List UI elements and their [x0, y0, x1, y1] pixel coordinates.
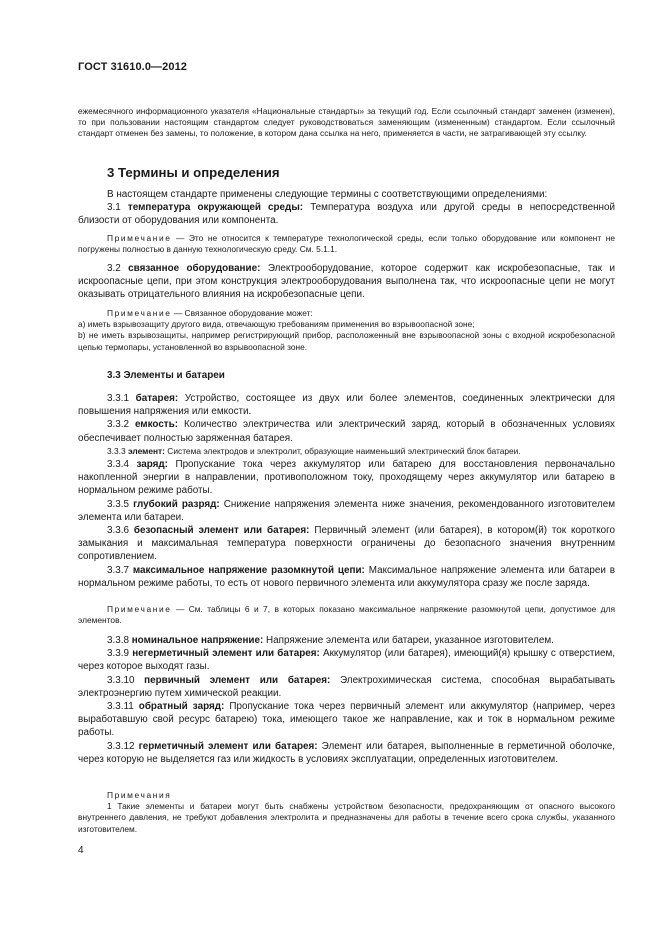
note-item-b: b) не иметь взрывозащиты, например регистрирующий прибор, расположенный вне взрывоопасной зоны с входной искробезопасной цепью термопары, установленной во взрывоопасной зоне.: [78, 330, 615, 352]
terms-3-3: [78, 392, 615, 590]
note-3-1: Примечание — Это не относится к температуре технологической среды, если только оборудование или компонент не погружены полностью в данную технологическую среду. См. 5.1.1.: [78, 233, 616, 255]
section-title: 3 Термины и определения: [107, 165, 280, 180]
section-lead: В настоящем стандарте применены следующие термины с соответствующими определениями:: [107, 189, 548, 200]
note-item-1: 1 Такие элементы и батареи могут быть снабжены устройством безопасности, предохраняющим от опасного высокого внутреннего давления, не требуют добавления электролита и предназначены для работы в течение всего срока службы, указанного изготовителем.: [78, 801, 615, 834]
term-3-3-12: 3.3.12 герметичный элемент или батарея: Элемент или батарея, выполненные в герметичной оболочке, через которую не выделяется газ или жидкость в условиях эксплуатации, определенных изготовителем.: [78, 740, 616, 765]
intro-paragraph: ежемесячного информационного указателя «Национальные стандарты» за текущий год. Если ссылочный стандарт заменен (изменен), то при пользовании настоящим стандартом следует руководствоваться заменяющим (измененным) стандартом. Если ссылочный стандарт отменен без замены, то положение, в котором дана ссылка на него, применяется в части, не затрагивающей эту ссылку.: [78, 106, 615, 139]
term-paragraph: 3.1 температура окружающей среды: Температура воздуха или другой среды в непосредственной близости от оборудования или компонента.: [78, 202, 615, 227]
term-3-3-7: 3.3.7 максимальное напряжение разомкнутой цепи: Максимальное напряжение элемента или батареи в нормальном режиме работы, то есть от нового первичного элемента или аккумулятора сразу же после заряда.: [78, 564, 616, 589]
term-3-3-1: 3.3.1 батарея: Устройство, состоящее из двух или более элементов, соединенных электрически для повышения напряжения или емкости.: [78, 393, 615, 418]
term-name: связанное оборудование:: [128, 263, 261, 274]
page-number: 4: [78, 845, 84, 856]
term-3-3-2: 3.3.2 емкость: Количество электричества или электрический заряд, который в обозначенных условиях обеспечивает полностью заряженная батарея.: [78, 419, 615, 444]
term-name: температура окружающей среды:: [127, 202, 304, 214]
note-item-a: а) иметь взрывозащиту другого вида, отвечающую требованиям применения во взрывоопасной зоне;: [78, 319, 475, 330]
terms-3-3-cont: [78, 634, 615, 766]
term-3-3-6: 3.3.6 безопасный элемент или батарея: Первичный элемент (или батарея), в котором(й) ток короткого замыкания и максимальная температура поверхности ограничены до безопасного значения внутренним сопротивлением.: [78, 525, 616, 563]
term-3-2: 3.2 связанное оборудование: Электрооборудование, которое содержит как искробезопасные, так и искроопасные цепи, при этом конструкция электрооборудования выполнена так, что искроопасные цепи не могут оказывать отрицательного влияния на искробезопасные цепи.: [78, 263, 615, 301]
term-3-3-5: 3.3.5 глубокий разряд: Снижение напряжения элемента ниже значения, рекомендованного изготовителем элемента или батареи.: [78, 498, 616, 523]
term-3-3-9: 3.3.9 негерметичный элемент или батарея: Аккумулятор (или батарея), имеющий(я) крышку с отверстием, через которое выходят газы.: [78, 648, 615, 673]
term-3-1: [78, 188, 615, 228]
term-3-3-8: 3.3.8 номинальное напряжение: Напряжение элемента или батареи, указанное изготовителем.: [107, 635, 554, 646]
term-3-3-10: 3.3.10 первичный элемент или батарея: Электрохимическая система, способная вырабатывать электроэнергию путем химической реакции.: [78, 674, 616, 699]
term-3-3-4: 3.3.4 заряд: Пропускание тока через аккумулятор или батарею для восстановления первоначально накопленной энергии в направлении, противоположном току, проходящему через аккумулятор или батарею в нормальном режиме работы.: [78, 459, 615, 497]
notes-final: Примечания 1 Такие элементы и батареи могут быть снабжены устройством безопасности, предохраняющим от опасного высокого внутреннего давления, не требуют добавления электролита и предназначены для работы в течение всего срока службы, указанного изготовителем.: [78, 790, 615, 834]
document-header: ГОСТ 31610.0—2012: [78, 61, 188, 73]
note-3-3-7: Примечание — См. таблицы 6 и 7, в которых показано максимальное напряжение разомкнутой цепи, допустимое для элементов.: [78, 604, 615, 626]
term-3-3-11: 3.3.11 обратный заряд: Пропускание тока через первичный элемент или аккумулятор (например, через выработавшую свой ресурс батарею) тока, имеющего такое же направление, как и ток в нормальном режиме работы.: [78, 701, 616, 739]
subsection-title: 3.3 Элементы и батареи: [107, 370, 225, 381]
note-3-2: Примечание — Связанное оборудование может: а) иметь взрывозащиту другого вида, отвечающую требованиям применения во взрывоопасной зоне; b) не иметь взрывозащиты, например регистрирующий прибор, расположенный вне взрывоопасной зоны с входной искробезопасной цепью термопары, установленной во взрывоопасной зоне.: [78, 308, 615, 352]
term-3-3-3: 3.3.3 элемент: Система электродов и электролит, образующие наименьший электрический блок батареи.: [107, 445, 521, 456]
